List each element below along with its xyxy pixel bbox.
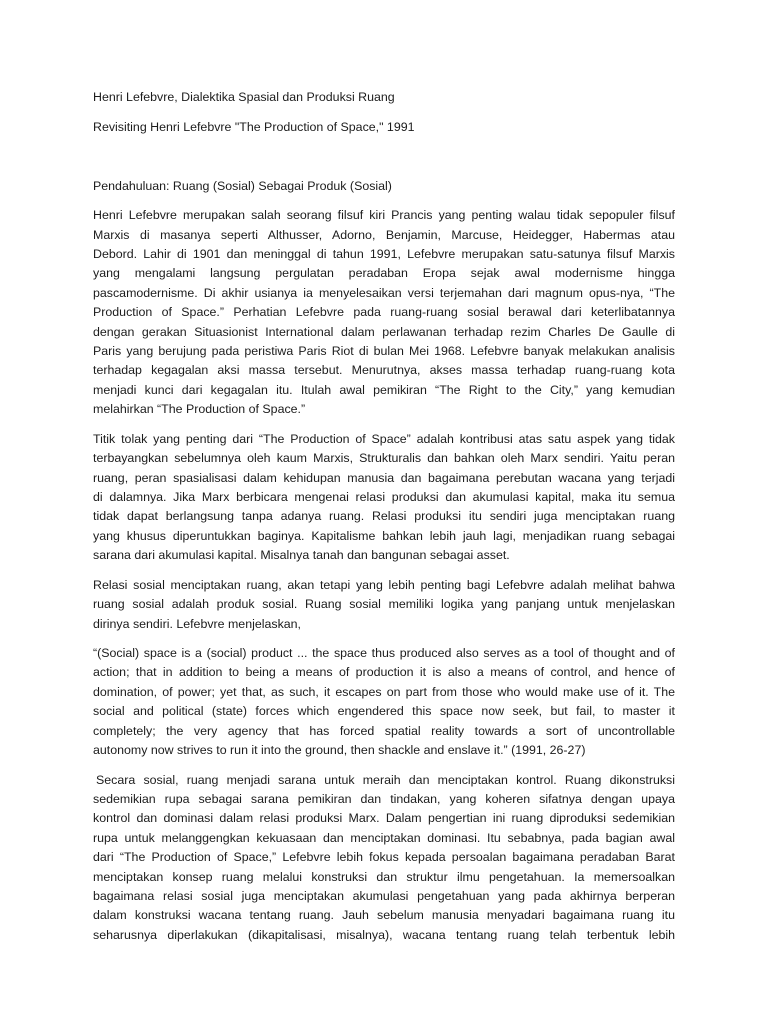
paragraph-line: yang mengalami langsung pergulatan peradaban Eropa sejak awal modernisme hingga bbox=[93, 266, 675, 281]
document-title bbox=[93, 88, 675, 107]
quote-line: “(Social) space is a (social) product ... the space thus produced also serves as a tool of thought and of bbox=[93, 646, 675, 661]
paragraph-line: pascamodernisme. Di akhir usianya ia menyelesaikan versi terjemahan dari magnum opus-nya, “The bbox=[93, 285, 675, 300]
paragraph-line: tidak dapat berlangsung tanpa adanya ruang. Relasi produksi itu sendiri juga menciptakan ruang bbox=[93, 509, 675, 524]
paragraph-line: sedemikian rupa sebagai sarana pemikiran dan tindakan, yang koheren sifatnya dengan upaya bbox=[93, 792, 675, 806]
paragraph-line: Marxis di masanya seperti Althusser, Adorno, Benjamin, Marcuse, Heidegger, Habermas atau bbox=[93, 227, 675, 242]
paragraph-line: dengan gerakan Situasionist International dalam perlawanan terhadap rezim Charles De Gaulle di bbox=[93, 324, 675, 339]
paragraph-line: Debord. Lahir di 1901 dan meninggal di tahun 1991, Lefebvre merupakan satu-satunya filsuf Marxis bbox=[93, 247, 675, 262]
title-line: Henri Lefebvre, Dialektika Spasial dan Produksi Ruang bbox=[93, 90, 395, 104]
paragraph-line: menjadi kunci dari kegagalan itu. Itulah awal pemikiran “The Right to the City,” yang kemudian bbox=[93, 382, 675, 397]
heading-line: Pendahuluan: Ruang (Sosial) Sebagai Produk (Sosial) bbox=[93, 178, 392, 193]
paragraph-line: yang khusus diperuntukkan baginya. Kapitalisme bahkan lebih jauh lagi, menjadikan ruang sebagai bbox=[93, 528, 675, 543]
paragraph-line: terbayangkan sebelumnya oleh kaum Marxis, Strukturalis dan bahkan oleh Marx sendiri. Yaitu peran bbox=[93, 451, 675, 466]
quote-line: autonomy now strives to run it into the ground, then shackle and enslave it.” (1991, 26-27) bbox=[93, 743, 586, 758]
paragraph-3 bbox=[93, 576, 675, 634]
paragraph-line: Secara sosial, ruang menjadi sarana untuk meraih dan menciptakan kontrol. Ruang dikonstruksi bbox=[96, 772, 675, 787]
paragraph-5 bbox=[93, 771, 675, 946]
paragraph-line: kontrol dan dominasi dalam relasi produksi Marx. Dalam pengertian ini ruang diproduksi sedemikian bbox=[93, 811, 675, 826]
quote-line: completely; the very agency that has forced spatial reality towards a sort of uncontrollable bbox=[93, 723, 675, 738]
document-subtitle bbox=[93, 118, 675, 137]
paragraph-line: Relasi sosial menciptakan ruang, akan tetapi yang lebih penting bagi Lefebvre adalah melihat bahwa bbox=[93, 577, 675, 592]
paragraph-line: ruang sosial adalah produk sosial. Ruang sosial memiliki logika yang panjang untuk menjelaskan bbox=[93, 597, 675, 612]
blank-line bbox=[93, 147, 675, 166]
paragraph-line: dirinya sendiri. Lefebvre menjelaskan, bbox=[93, 616, 301, 631]
quote-line: domination, of power; yet that, as such, it escapes on part from those who would make use of it. The bbox=[93, 684, 675, 699]
paragraph-line: ruang, peran spasialisasi dalam kehidupan manusia dan bagaimana perebutan wacana yang terjadi bbox=[93, 470, 675, 485]
paragraph-line: dari “The Production of Space,” Lefebvre lebih fokus kepada persoalan bagaimana peradaban Barat bbox=[93, 850, 675, 865]
section-heading bbox=[93, 177, 675, 196]
paragraph-line: seharusnya diperlakukan (dikapitalisasi, misalnya), wacana tentang ruang telah terbentuk lebih bbox=[93, 927, 675, 942]
block-quote bbox=[93, 644, 675, 760]
quote-line: social and political (state) forces which engendered this space now seek, but fail, to master it bbox=[93, 704, 675, 719]
paragraph-line: sarana dari akumulasi kapital. Misalnya tanah dan bangunan sebagai asset. bbox=[93, 548, 510, 563]
subtitle-line: Revisiting Henri Lefebvre "The Production of Space," 1991 bbox=[93, 119, 415, 134]
paragraph-line: Titik tolak yang penting dari “The Production of Space” adalah kontribusi atas satu aspek yang tidak bbox=[93, 431, 675, 446]
paragraph-line: Henri Lefebvre merupakan salah seorang filsuf kiri Prancis yang penting walau tidak sepopuler filsuf bbox=[93, 208, 675, 223]
paragraph-line: Paris yang berujung pada peristiwa Paris Riot di bulan Mei 1968. Lefebvre banyak melakukan analisis bbox=[93, 344, 675, 359]
document-page bbox=[93, 88, 675, 955]
paragraph-line: terhadap kegagalan aksi massa tersebut. Menurutnya, akses massa terhadap ruang-ruang kota bbox=[93, 363, 675, 378]
paragraph-2 bbox=[93, 430, 675, 566]
paragraph-1 bbox=[93, 206, 675, 419]
paragraph-line: Production of Space.” Perhatian Lefebvre pada ruang-ruang sosial berawal dari keterlibatannya bbox=[93, 305, 675, 320]
paragraph-line: bagaimana relasi sosial juga menciptakan akumulasi pengetahuan yang pada akhirnya berperan bbox=[93, 888, 675, 903]
paragraph-line: di dalamnya. Jika Marx berbicara mengenai relasi produksi dan akumulasi kapital, maka itu semua bbox=[93, 489, 675, 504]
paragraph-line: dalam konstruksi wacana tentang ruang. Jauh sebelum manusia menyadari bagaimana ruang itu bbox=[93, 908, 675, 923]
paragraph-line: melahirkan “The Production of Space.” bbox=[93, 402, 306, 417]
paragraph-line: rupa untuk melanggengkan kekuasaan dan menciptakan dominasi. Itu sebabnya, pada bagian awal bbox=[93, 830, 675, 845]
paragraph-line: menciptakan konsep ruang melalui konstruksi dan struktur ilmu pengetahuan. Ia memersoalkan bbox=[93, 869, 675, 884]
quote-line: action; that in addition to being a means of production it is also a means of control, and hence of bbox=[93, 665, 675, 680]
